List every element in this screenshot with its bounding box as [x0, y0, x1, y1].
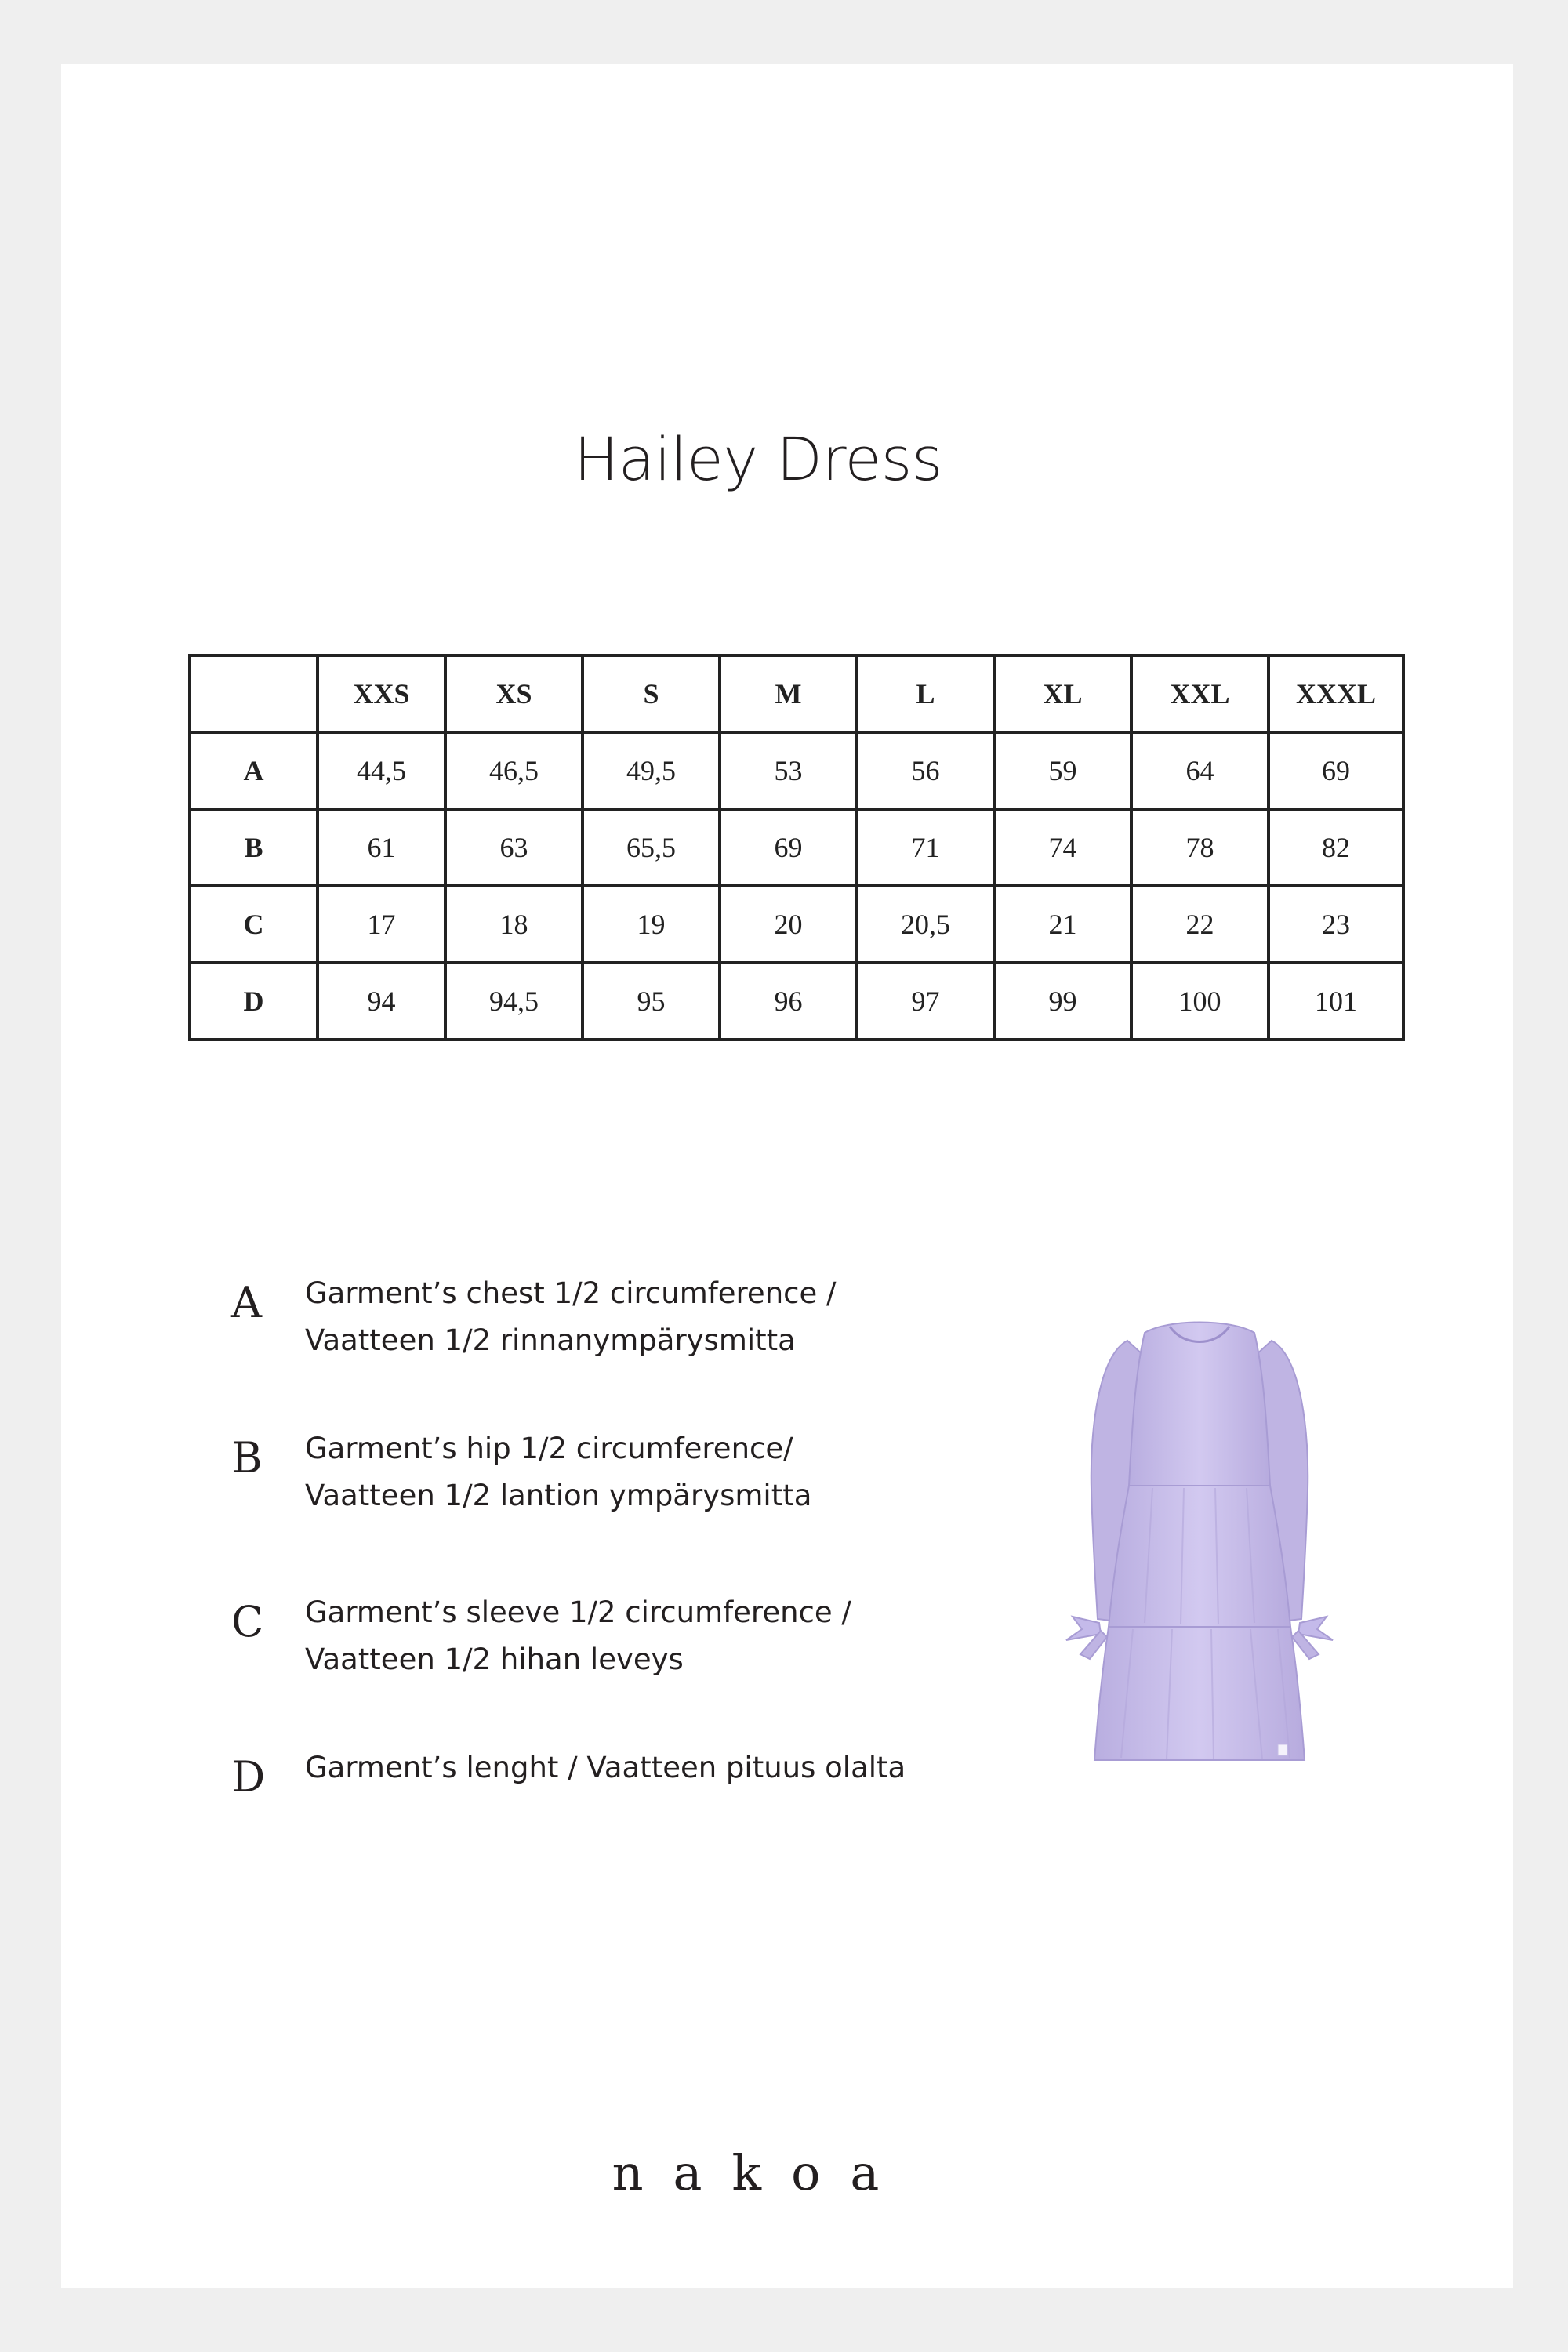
table-cell: 17 — [318, 886, 445, 963]
table-cell: 18 — [445, 886, 583, 963]
legend-item-d — [231, 1744, 906, 1802]
header-cell-xxs: XXS — [318, 655, 445, 732]
table-cell: 65,5 — [583, 809, 720, 886]
table-cell: 53 — [720, 732, 857, 809]
table-cell: 61 — [318, 809, 445, 886]
header-cell-l: L — [857, 655, 994, 732]
table-cell: 69 — [1269, 732, 1403, 809]
table-cell: 63 — [445, 809, 583, 886]
table-cell: 23 — [1269, 886, 1403, 963]
legend-description — [305, 1744, 906, 1791]
legend-line: Vaatteen 1/2 rinnanympärysmitta — [305, 1323, 796, 1357]
header-cell-s: S — [583, 655, 720, 732]
table-row — [190, 886, 1403, 963]
header-cell-xl: XL — [994, 655, 1131, 732]
legend-line: Garment’s sleeve 1/2 circumference / — [305, 1595, 851, 1629]
dress-image — [1035, 1309, 1364, 1780]
table-cell: 78 — [1131, 809, 1269, 886]
header-cell-xxl: XXL — [1131, 655, 1269, 732]
legend-letter: A — [231, 1278, 262, 1327]
table-cell: 94,5 — [445, 963, 583, 1040]
legend-letter: C — [231, 1597, 264, 1646]
row-label: D — [190, 963, 318, 1040]
brand-logo: nakoa — [612, 2144, 909, 2201]
size-guide-card — [61, 64, 1513, 2288]
table-row — [190, 963, 1403, 1040]
table-cell: 22 — [1131, 886, 1269, 963]
legend-line: Vaatteen 1/2 hihan leveys — [305, 1642, 684, 1676]
table-cell: 19 — [583, 886, 720, 963]
legend-item-c — [231, 1589, 851, 1683]
legend-letter: B — [231, 1433, 263, 1483]
header-cell-m: M — [720, 655, 857, 732]
legend-letter: D — [231, 1752, 266, 1802]
header-cell-empty — [190, 655, 318, 732]
table-row — [190, 809, 1403, 886]
table-cell: 82 — [1269, 809, 1403, 886]
legend-item-a — [231, 1270, 836, 1364]
table-cell: 101 — [1269, 963, 1403, 1040]
table-cell: 64 — [1131, 732, 1269, 809]
table-cell: 56 — [857, 732, 994, 809]
table-cell: 96 — [720, 963, 857, 1040]
table-cell: 94 — [318, 963, 445, 1040]
table-cell: 59 — [994, 732, 1131, 809]
page-title: Hailey Dress — [574, 424, 942, 494]
table-header-row — [190, 655, 1403, 732]
table-cell: 20,5 — [857, 886, 994, 963]
table-cell: 74 — [994, 809, 1131, 886]
header-cell-xxxl: XXXL — [1269, 655, 1403, 732]
legend-line: Garment’s chest 1/2 circumference / — [305, 1276, 837, 1310]
legend-item-b — [231, 1425, 811, 1519]
table-cell: 95 — [583, 963, 720, 1040]
legend-description — [305, 1589, 851, 1683]
row-label: C — [190, 886, 318, 963]
size-table — [188, 654, 1405, 1041]
row-label: A — [190, 732, 318, 809]
table-cell: 44,5 — [318, 732, 445, 809]
header-cell-xs: XS — [445, 655, 583, 732]
table-cell: 99 — [994, 963, 1131, 1040]
row-label: B — [190, 809, 318, 886]
legend-line: Garment’s lenght / Vaatteen pituus olalta — [305, 1751, 906, 1784]
legend-line: Vaatteen 1/2 lantion ympärysmitta — [305, 1479, 812, 1512]
table-cell: 20 — [720, 886, 857, 963]
legend-description — [305, 1270, 836, 1364]
table-cell: 100 — [1131, 963, 1269, 1040]
legend-line: Garment’s hip 1/2 circumference/ — [305, 1432, 793, 1465]
table-cell: 21 — [994, 886, 1131, 963]
table-cell: 71 — [857, 809, 994, 886]
table-cell: 49,5 — [583, 732, 720, 809]
table-cell: 97 — [857, 963, 994, 1040]
table-cell: 69 — [720, 809, 857, 886]
table-cell: 46,5 — [445, 732, 583, 809]
table-row — [190, 732, 1403, 809]
legend-description — [305, 1425, 811, 1519]
